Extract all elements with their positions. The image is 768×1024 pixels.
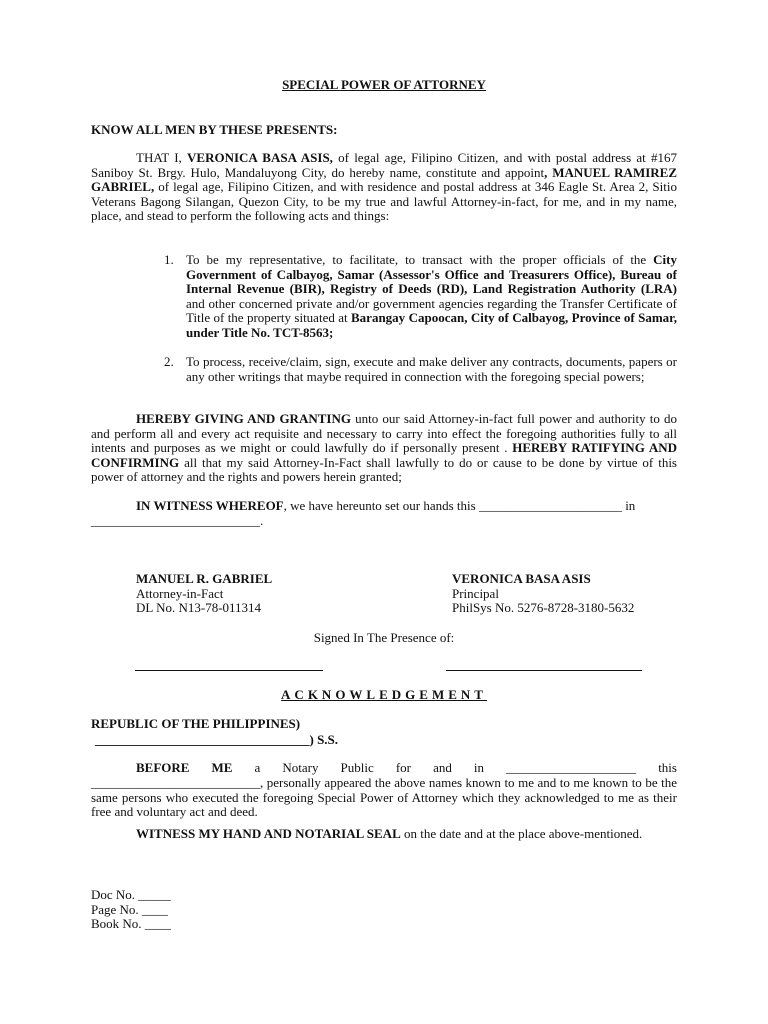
doc-number-line xyxy=(91,888,171,903)
venue-ss: ) S.S. xyxy=(309,732,339,747)
page-number-line xyxy=(91,903,171,918)
item-number-2: 2. xyxy=(164,354,174,369)
opening-text-3: of legal age, Filipino Citizen, and with residence and postal address at 346 Eagle St. Area 2, Sitio Veterans Bagong Silangan, Quezon City, to be my true and lawful Attorney-in-fact, for me, and in my name, place, and stead to perform the following acts and things: xyxy=(91,179,677,224)
witness-heading: IN WITNESS WHEREOF xyxy=(136,498,284,513)
witness-signature-line-1 xyxy=(135,670,323,671)
notarial-seal-paragraph xyxy=(91,827,677,842)
witness-text-2: in xyxy=(621,498,636,513)
ratifying-heading: HEREBY RATIFYING AND CONFIRMING xyxy=(91,440,677,470)
item-1-agencies: City Government of Calbayog, Samar (Assessor's Office and Treasurers Office), Bureau of Internal Revenue (BIR), Registry of Deeds (RD), Land Registration Authority (LRA) xyxy=(186,252,677,297)
opening-text-2: of legal age, Filipino Citizen, and with postal address at #167 Saniboy St. Brgy. Hulo, Mandaluyong City, do hereby name, constitute and appoint xyxy=(91,150,677,180)
principal-signature-block xyxy=(452,572,634,616)
page-number-label: Page No. xyxy=(91,901,142,917)
notarial-seal-text: on the date and at the place above-mentioned. xyxy=(400,826,643,841)
before-me-date-blank: __________________________ xyxy=(91,775,260,790)
attorney-name: MANUEL RAMIREZ GABRIEL, xyxy=(91,164,678,195)
attorney-signatory-id: DL No. N13-78-011314 xyxy=(136,600,262,616)
principal-signatory-id: PhilSys No. 5276-8728-3180-5632 xyxy=(452,600,635,616)
book-number-blank: ____ xyxy=(144,916,171,932)
attorney-signatory-role: Attorney-in-Fact xyxy=(136,585,224,601)
intro-heading: KNOW ALL MEN BY THESE PRESENTS: xyxy=(91,122,338,137)
item-number-1: 1. xyxy=(164,252,174,267)
before-me-heading: BEFORE ME xyxy=(136,760,233,775)
before-me-text-2: this xyxy=(636,760,677,775)
witness-date-blank: ______________________ xyxy=(478,498,622,513)
doc-number-label: Doc No. xyxy=(91,887,139,902)
witness-place-blank: __________________________. xyxy=(91,513,264,528)
principal-signatory-name: VERONICA BASA ASIS xyxy=(452,571,591,586)
item-1-property: Barangay Capoocan, City of Calbayog, Province of Samar, under Title No. TCT-8563; xyxy=(186,310,677,340)
page-number-blank: ____ xyxy=(141,901,168,917)
doc-number-blank: _____ xyxy=(138,887,171,902)
notarial-seal-heading: WITNESS MY HAND AND NOTARIAL SEAL xyxy=(136,826,401,841)
opening-paragraph xyxy=(91,151,677,224)
granting-paragraph xyxy=(91,412,677,485)
granting-heading: HEREBY GIVING AND GRANTING xyxy=(136,411,351,426)
witness-paragraph xyxy=(91,499,691,514)
presence-label: Signed In The Presence of: xyxy=(313,630,455,645)
acknowledgement-title: ACKNOWLEDGEMENT xyxy=(281,687,487,702)
witness-text-1: , we have hereunto set our hands this xyxy=(283,498,479,513)
item-1-text-1: To be my representative, to facilitate, to transact with the proper officials of the xyxy=(186,252,654,267)
before-me-line-1 xyxy=(91,761,677,776)
before-me-text-3: , personally appeared the above names known to me and to me known to be the same persons who executed the foregoing Special Power of Attorney which they acknowledged to me as their free and voluntary act and deed. xyxy=(91,775,677,820)
before-me-place-blank: ____________________ xyxy=(506,760,637,775)
book-number-line xyxy=(91,917,171,932)
notarial-register xyxy=(91,888,171,932)
book-number-label: Book No. xyxy=(91,916,145,932)
principal-signatory-role: Principal xyxy=(452,585,499,601)
opening-comma: , xyxy=(544,164,548,180)
attorney-signature-block xyxy=(136,572,272,616)
opening-text-1: THAT I, xyxy=(136,150,188,165)
attorney-signatory-name: MANUEL R. GABRIEL xyxy=(136,571,273,586)
document-title: SPECIAL POWER OF ATTORNEY xyxy=(282,77,486,92)
granting-text-2: all that my said Attorney-In-Fact shall lawfully to do or cause to be done by virtue of this power of attorney and the rights and powers herein granted; xyxy=(91,454,677,485)
before-me-body xyxy=(91,776,677,820)
granting-text-1: unto our said Attorney-in-fact full power and authority to do and perform all and every act requisite and necessary to carry into effect the foregoing authorities fully to all intents and purposes as we might or could lawfully do if personally present . xyxy=(91,411,678,456)
power-item-1 xyxy=(186,253,677,341)
witness-signature-line-2 xyxy=(446,670,642,671)
power-item-2: To process, receive/claim, sign, execute and make deliver any contracts, documents, papers or any other writings that maybe required in connection with the foregoing special powers; xyxy=(186,354,677,384)
venue-ss-line xyxy=(95,733,338,748)
venue-line: REPUBLIC OF THE PHILIPPINES) xyxy=(91,716,301,731)
principal-name: VERONICA BASA ASIS, xyxy=(187,150,333,165)
item-1-text-2: and other concerned private and/or government agencies regarding the Transfer Certificate of Title of the property situated at xyxy=(186,295,677,326)
before-me-text-1: a Notary Public for and in xyxy=(232,760,507,775)
venue-blank: _________________________________ xyxy=(95,732,310,747)
